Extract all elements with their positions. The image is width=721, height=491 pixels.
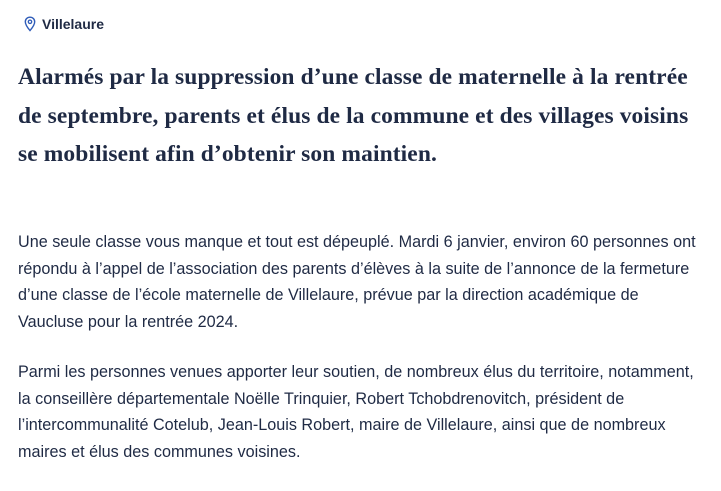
location-label: Villelaure — [42, 16, 105, 32]
article-lead: Alarmés par la suppression d’une classe de maternelle à la rentrée de septembre, parents et élus de la commune et des villages voisins se mobilisent afin d’obtenir son maintien. — [18, 64, 689, 167]
map-pin-icon — [24, 16, 36, 32]
article-paragraph: Une seule classe vous manque et tout est dépeuplé. Mardi 6 janvier, environ 60 personnes ont répondu à l’appel de l’association des parents d’élèves à la suite de l’annonce de la fermeture d’une classe de l’école maternelle de Villelaure, prévue par la direction académique de Vaucluse pour la rentrée 2024. — [18, 233, 696, 331]
location-tag[interactable] — [24, 15, 104, 33]
article-paragraph: Parmi les personnes venues apporter leur soutien, de nombreux élus du territoire, notamment, la conseillère départementale Noëlle Trinquier, Robert Tchobdrenovitch, président de l’intercommunalité Cotelub, Jean-Louis Robert, maire de Villelaure, ainsi que de nombreux maires et élus des communes voisines. — [18, 363, 694, 461]
